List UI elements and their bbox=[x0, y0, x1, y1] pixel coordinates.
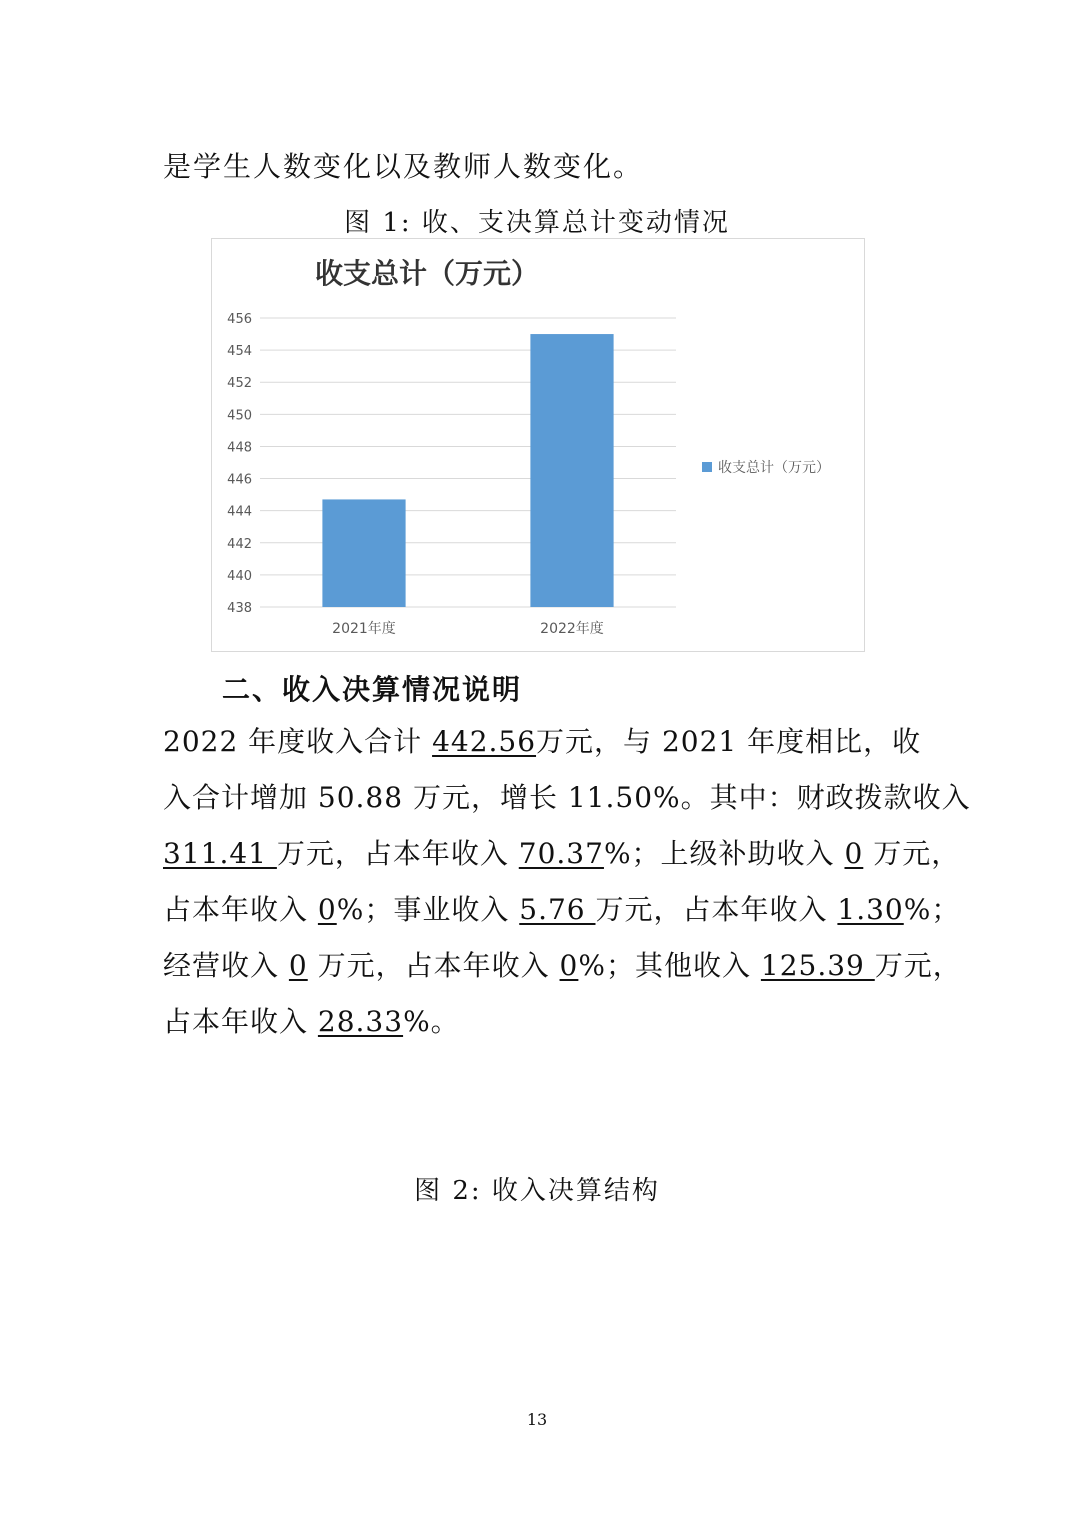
text-run: 万元，占本年收入 bbox=[595, 893, 838, 926]
other-income-value: 125.39 bbox=[760, 949, 875, 982]
income-line-4 bbox=[163, 888, 961, 928]
text-run: 入合计增加 50.88 万元，增长 11.50%。其中：财政拨款收入 bbox=[163, 781, 971, 814]
text-run: 占本年收入 bbox=[163, 893, 318, 926]
bar bbox=[322, 499, 405, 607]
text-run: %；上级补助收入 bbox=[603, 837, 845, 870]
y-tick-label: 440 bbox=[227, 568, 252, 584]
income-expense-chart bbox=[211, 238, 865, 652]
operating-income-pct: 0 bbox=[559, 949, 579, 982]
y-tick-label: 444 bbox=[227, 504, 252, 520]
business-income-pct: 1.30 bbox=[837, 893, 904, 926]
text-run: 万元， bbox=[874, 949, 962, 982]
legend-label: 收支总计（万元） bbox=[718, 460, 830, 476]
figure2-caption: 图 2: 收入决算结构 bbox=[414, 1176, 660, 1206]
fiscal-appropriation-value: 311.41 bbox=[163, 837, 277, 870]
income-line-2 bbox=[163, 776, 971, 816]
y-tick-label: 456 bbox=[227, 312, 252, 327]
operating-income-value: 0 bbox=[288, 949, 308, 982]
text-run: 万元，与 2021 年度相比，收 bbox=[536, 725, 922, 758]
y-tick-label: 442 bbox=[227, 536, 252, 552]
text-run: 万元，占本年收入 bbox=[276, 837, 519, 870]
business-income-value: 5.76 bbox=[519, 893, 596, 926]
y-tick-label: 448 bbox=[227, 440, 252, 456]
y-tick-label: 438 bbox=[227, 601, 252, 616]
income-total-value: 442.56 bbox=[432, 725, 537, 758]
y-tick-label: 446 bbox=[227, 472, 252, 488]
page-number: 13 bbox=[526, 1410, 548, 1429]
text-run: %；其他收入 bbox=[578, 949, 761, 982]
superior-subsidy-pct: 0 bbox=[317, 893, 337, 926]
legend-swatch bbox=[702, 462, 712, 472]
fiscal-appropriation-pct: 70.37 bbox=[518, 837, 604, 870]
text-run: %。 bbox=[403, 1005, 460, 1038]
income-line-1 bbox=[163, 720, 923, 760]
x-tick-label: 2021年度 bbox=[332, 621, 396, 637]
income-line-5 bbox=[163, 944, 962, 984]
x-tick-label: 2022年度 bbox=[540, 621, 604, 637]
chart-svg bbox=[212, 239, 864, 651]
y-tick-label: 454 bbox=[227, 344, 252, 360]
text-run: 占本年收入 bbox=[163, 1005, 318, 1038]
intro-tail-text: 是学生人数变化以及教师人数变化。 bbox=[163, 150, 644, 183]
chart-title: 收支总计（万元） bbox=[314, 257, 540, 290]
income-line-6 bbox=[163, 1000, 923, 1040]
text-run: 经营收入 bbox=[163, 949, 289, 982]
y-tick-label: 452 bbox=[227, 376, 252, 392]
bar bbox=[530, 334, 613, 607]
text-run: %；事业收入 bbox=[336, 893, 520, 926]
text-run: 万元， bbox=[863, 837, 961, 870]
y-tick-label: 450 bbox=[227, 408, 252, 424]
other-income-pct: 28.33 bbox=[317, 1005, 404, 1038]
section2-heading: 二、收入决算情况说明 bbox=[222, 673, 523, 706]
text-run: 万元，占本年收入 bbox=[307, 949, 560, 982]
text-run: 2022 年度收入合计 bbox=[163, 725, 433, 758]
income-line-3 bbox=[163, 832, 961, 872]
figure1-caption: 图 1: 收、支决算总计变动情况 bbox=[344, 208, 730, 238]
superior-subsidy-value: 0 bbox=[844, 837, 864, 870]
text-run: %； bbox=[903, 893, 961, 926]
